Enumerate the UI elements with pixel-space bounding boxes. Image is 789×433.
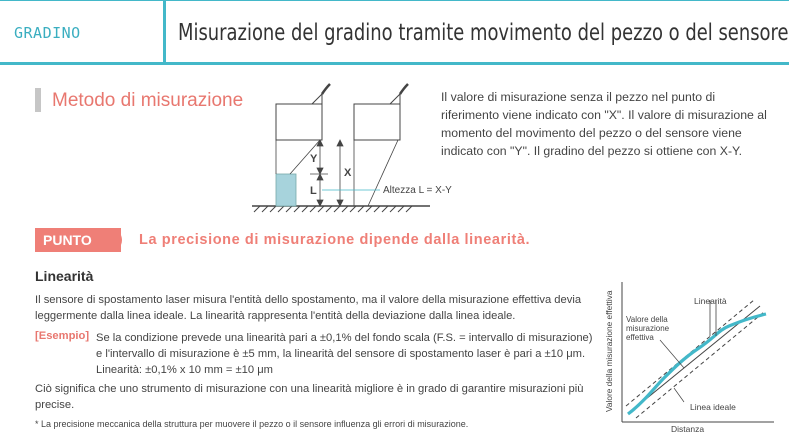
header-divider [163,0,166,64]
heading-accent-bar [35,88,41,112]
diagram-height-label: Altezza L = X-Y [383,185,452,196]
footnote: * La precisione meccanica della struttura per muovere il pezzo o il sensore influenza gli errori di misurazione. [35,419,469,429]
chart-label-effective-3: effettiva [626,333,654,342]
example-line-2: Linearità: ±0,1% x 10 mm = ±10 μm [96,364,273,376]
diagram-label-l: L [310,185,317,197]
punto-badge: PUNTO [35,228,121,252]
example-label: [Esempio] [35,330,90,342]
linearita-paragraph-1: Il sensore di spostamento laser misura l'entità dello spostamento, ma il valore della misurazione effettiva devia leggermente dalla linea ideale. La linearità rappresenta l'entità della deviazione dalla linea ideale. [35,294,582,322]
metodo-heading: Metodo di misurazione [52,90,244,111]
page-title: Misurazione del gradino tramite movimento del pezzo o del sensore [178,20,789,46]
section-tag: GRADINO [14,24,81,42]
punto-statement: La precisione di misurazione dipende dalla linearità. [139,232,531,248]
linearity-chart [604,278,784,433]
header-top-line [0,0,789,1]
chart-xlabel: Distanza [671,424,705,433]
metodo-description: Il valore di misurazione senza il pezzo nel punto di riferimento viene indicato con "X". Il valore di misurazione al momento del movimento del pezzo o del sensore viene indicato con "Y". Il gradino del pezzo si ottiene con X-Y. [441,90,767,158]
chart-label-linearity: Linearità [694,296,727,306]
chart-ylabel: Valore della misurazione effettiva [604,290,614,412]
measurement-diagram [240,82,452,217]
chart-label-effective-1: Valore della [626,315,668,324]
chart-label-effective-2: misurazione [626,324,670,333]
example-line-1: Se la condizione prevede una linearità pari a ±0,1% del fondo scala (F.S. = intervallo di misurazione) e l'intervallo di misurazione è ±5 mm, la linearità del sensore di spostamento laser è pari a ±10 μm. [96,332,593,360]
diagram-label-x: X [344,167,352,179]
header-bottom-line [0,62,789,65]
linearita-heading: Linearità [35,268,94,284]
example-text [96,330,596,378]
diagram-label-y: Y [310,153,318,165]
chart-label-ideal: Linea ideale [690,402,736,412]
linearita-paragraph-2: Ciò significa che uno strumento di misurazione con una linearità migliore è in grado di garantire misurazioni più precise. [35,383,584,411]
